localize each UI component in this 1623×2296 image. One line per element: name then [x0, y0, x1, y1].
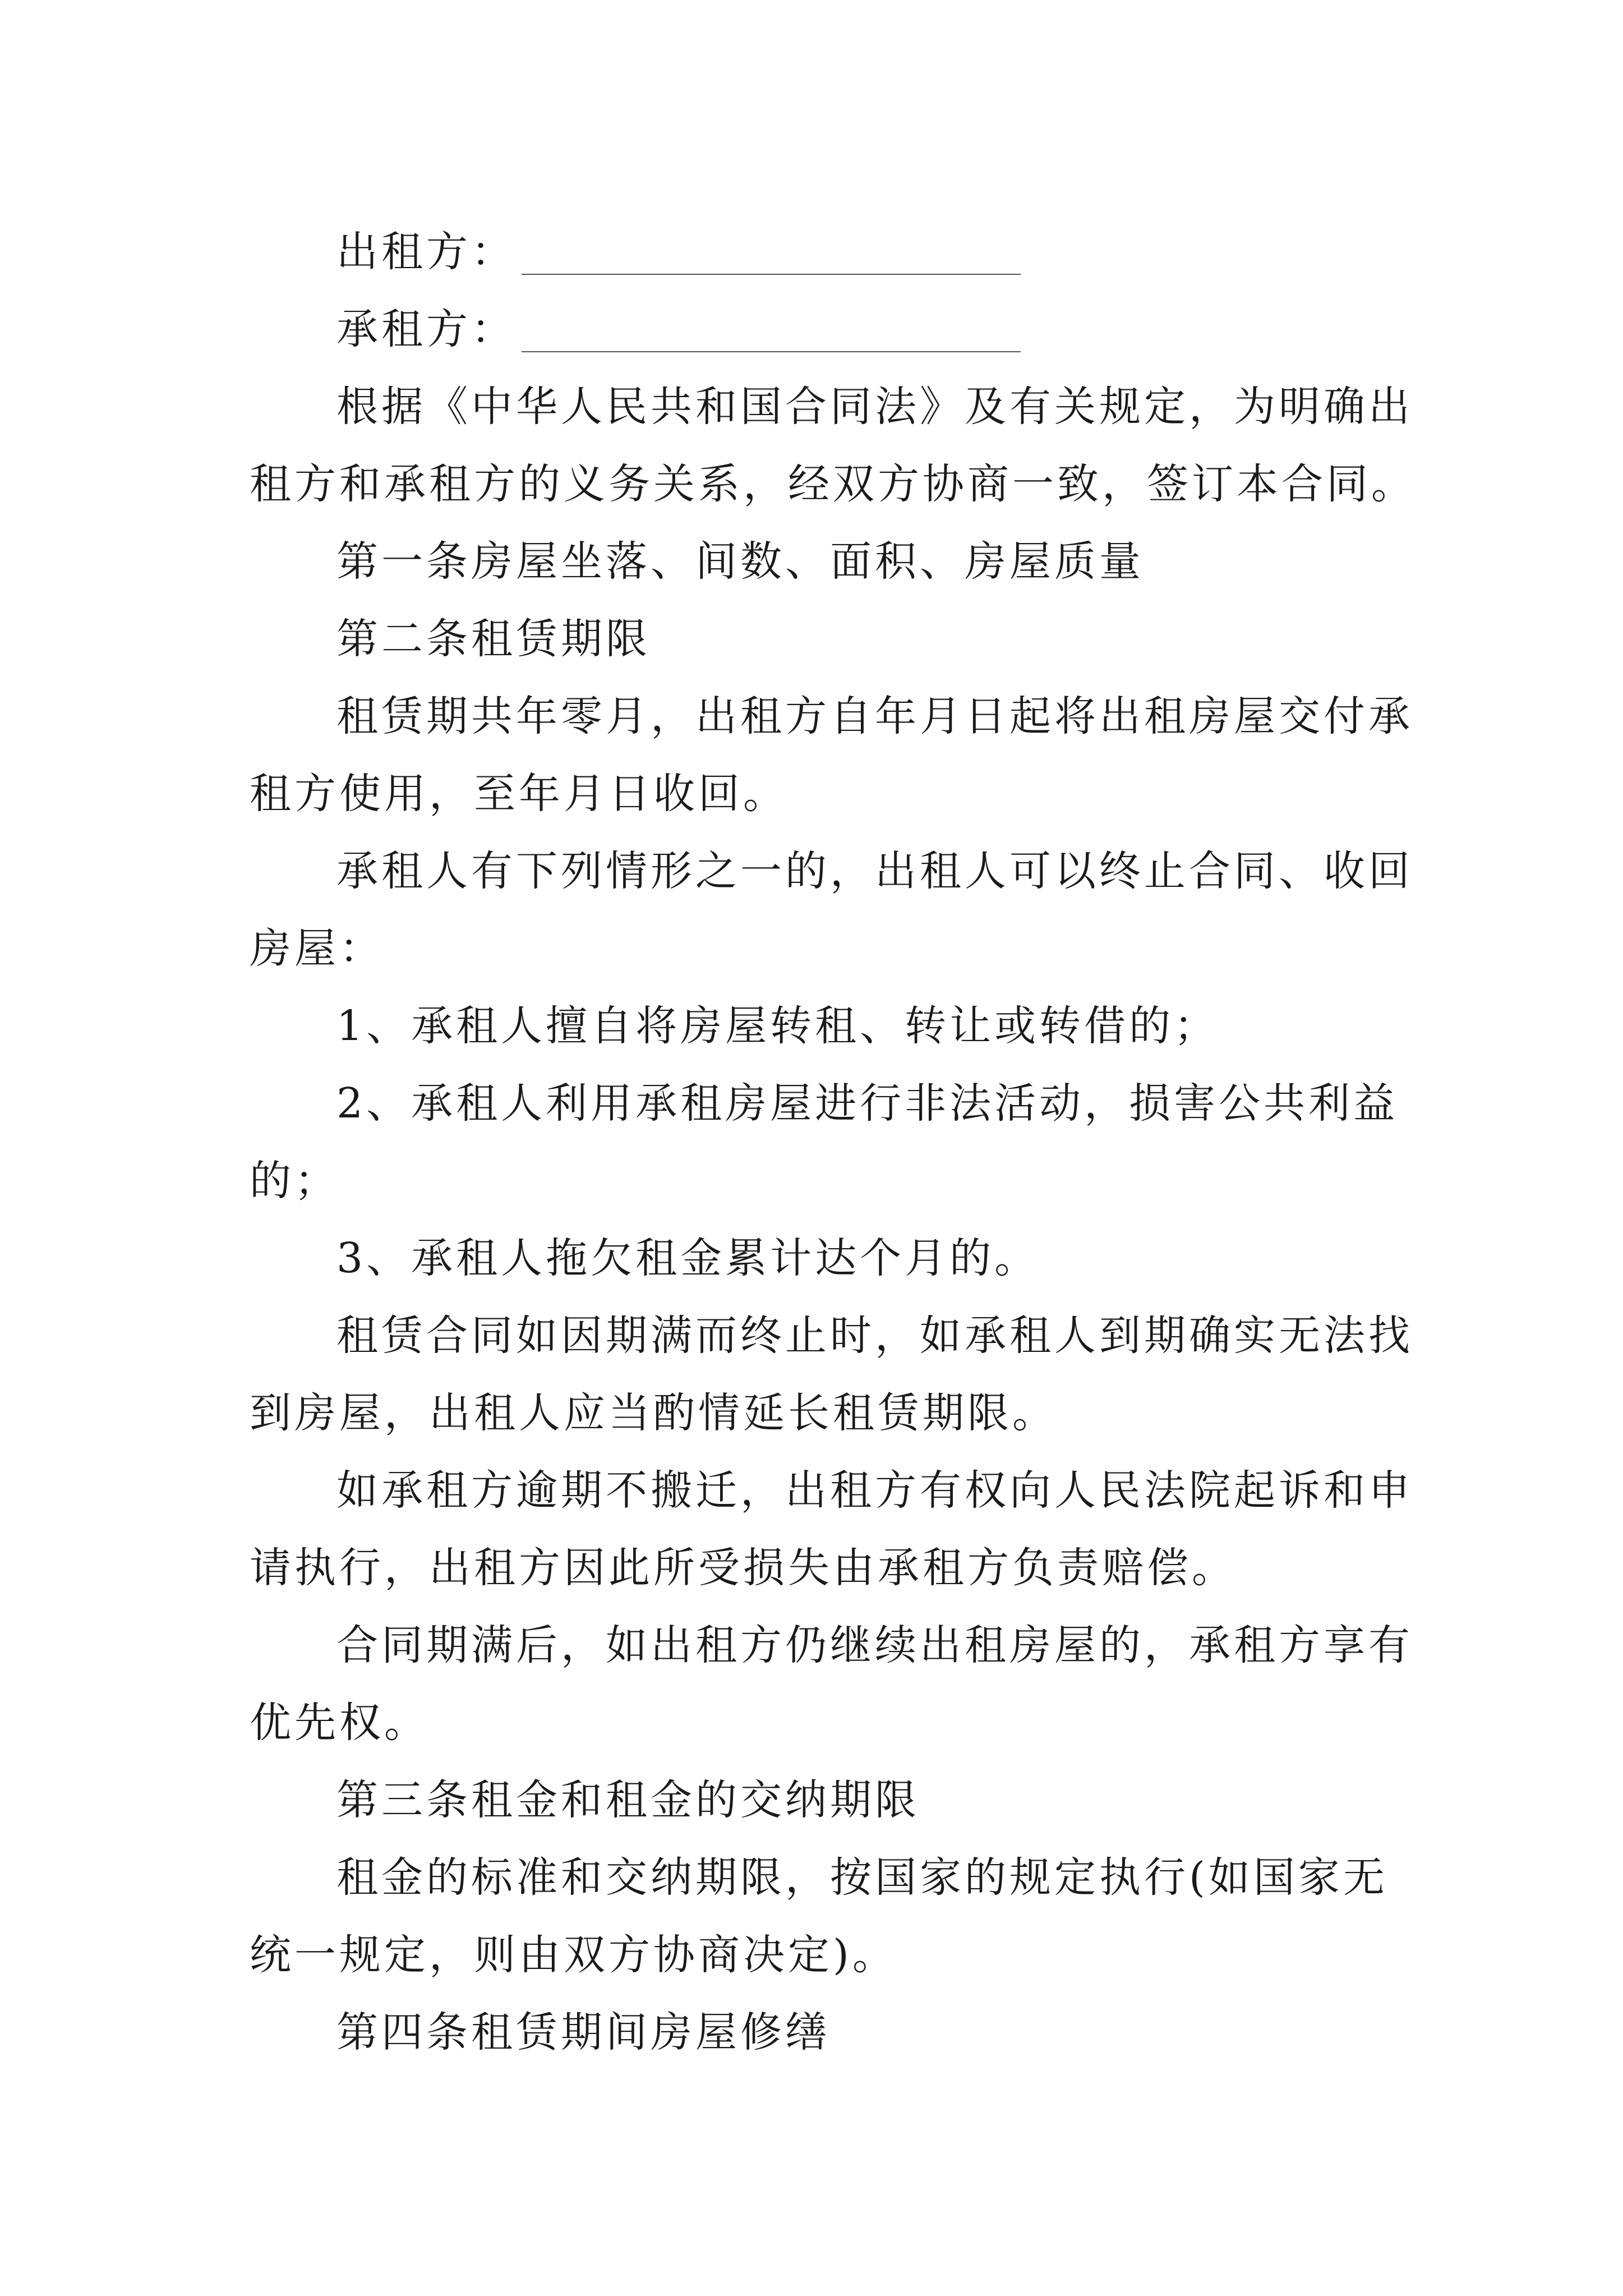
contract-paragraph [250, 368, 1416, 523]
paragraph-line: 优先权。 [250, 1699, 429, 1747]
paragraph-line: 的； [250, 1157, 339, 1205]
paragraph-line: 统一规定，则由双方协商决定)。 [250, 1931, 897, 1979]
lessee-blank-line[interactable] [522, 351, 1021, 352]
contract-paragraphs [250, 368, 1416, 2071]
paragraph-line: 3、承租人拖欠租金累计达个月的。 [336, 1234, 1040, 1282]
contract-paragraph [250, 600, 1388, 678]
contract-paragraph [250, 1452, 1413, 1607]
contract-paragraph [250, 678, 1413, 832]
paragraph-line: 租金的标准和交纳期限，按国家的规定执行(如国家无 [336, 1853, 1388, 1902]
lessee-field [250, 291, 1388, 368]
contract-paragraph [250, 1220, 1388, 1297]
paragraph-line: 租赁期共年零月，出租方自年月日起将出租房屋交付承 [336, 692, 1413, 740]
paragraph-line: 租方使用，至年月日收回。 [250, 770, 788, 818]
lessor-label: 出租方： [336, 228, 516, 276]
contract-paragraph [250, 1839, 1388, 1994]
contract-paragraph [250, 832, 1413, 987]
paragraph-line: 合同期满后，如出租方仍继续出租房屋的，承租方享有 [336, 1621, 1413, 1669]
paragraph-line: 1、承租人擅自将房屋转租、转让或转借的； [336, 1002, 1219, 1050]
paragraph-line: 到房屋，出租人应当酌情延长租赁期限。 [250, 1389, 1057, 1437]
contract-paragraph [250, 1065, 1399, 1220]
paragraph-line: 承租人有下列情形之一的，出租人可以终止合同、收回 [336, 847, 1413, 895]
contract-paragraph [250, 1761, 1388, 1839]
paragraph-line: 租方和承租方的义务关系，经双方协商一致，签订本合同。 [250, 460, 1416, 508]
contract-paragraph [250, 523, 1388, 600]
paragraph-line: 第二条租赁期限 [336, 615, 651, 663]
lessor-field [250, 213, 1388, 291]
contract-paragraph [250, 1994, 1388, 2071]
paragraph-line: 2、承租人利用承租房屋进行非法活动，损害公共利益 [336, 1079, 1399, 1128]
paragraph-line: 如承租方逾期不搬迁，出租方有权向人民法院起诉和申 [336, 1466, 1413, 1515]
paragraph-line: 请执行，出租方因此所受损失由承租方负责赔偿。 [250, 1544, 1237, 1592]
paragraph-line: 房屋： [250, 924, 384, 973]
document-body [250, 213, 1416, 2071]
contract-paragraph [250, 1297, 1413, 1452]
contract-paragraph [250, 987, 1388, 1065]
paragraph-line: 根据《中华人民共和国合同法》及有关规定，为明确出 [336, 383, 1413, 431]
lessor-blank-line[interactable] [522, 274, 1021, 275]
contract-paragraph [250, 1607, 1413, 1761]
paragraph-line: 第三条租金和租金的交纳期限 [336, 1776, 920, 1824]
paragraph-line: 第一条房屋坐落、间数、面积、房屋质量 [336, 537, 1144, 586]
lessee-label: 承租方： [336, 305, 516, 353]
paragraph-line: 租赁合同如因期满而终止时，如承租人到期确实无法找 [336, 1312, 1413, 1360]
paragraph-line: 第四条租赁期间房屋修缮 [336, 2008, 830, 2056]
